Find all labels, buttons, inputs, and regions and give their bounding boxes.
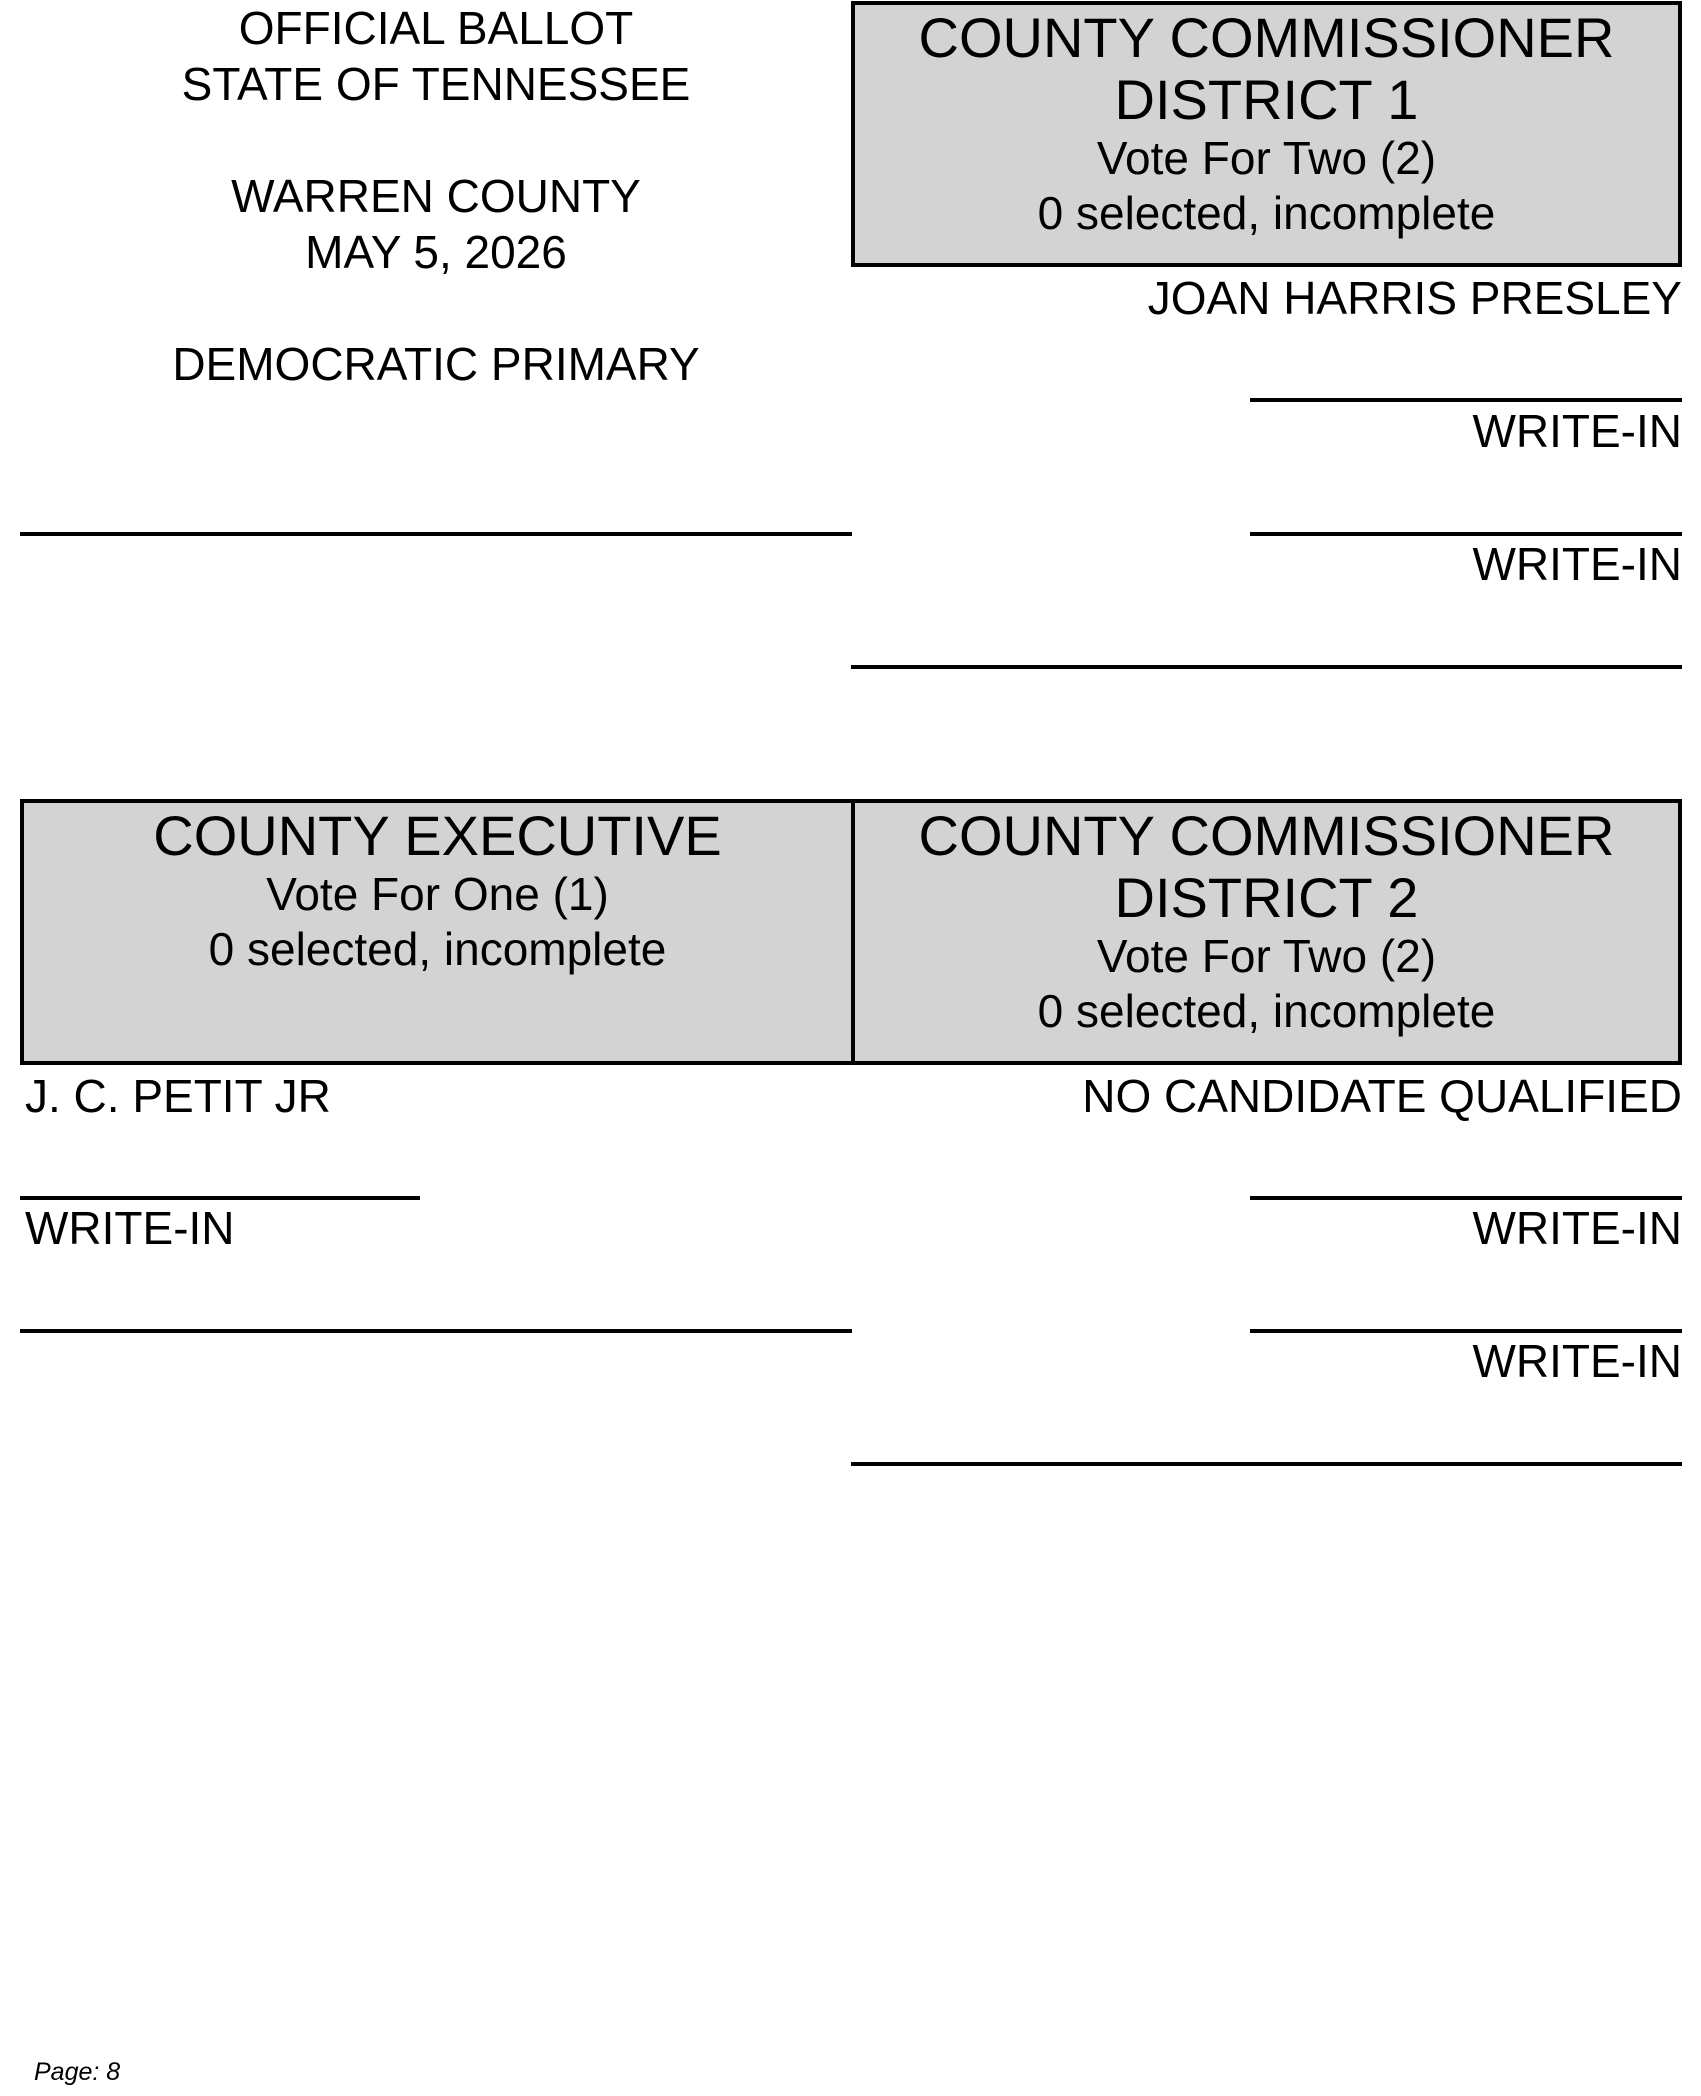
writein-label: WRITE-IN [1472,538,1682,590]
contest-title-district: DISTRICT 2 [1114,866,1419,929]
writein-label: WRITE-IN [1472,1202,1682,1254]
selection-status: 0 selected, incomplete [1037,187,1496,239]
header-state: STATE OF TENNESSEE [181,58,691,110]
contest-title-district: DISTRICT 1 [1114,68,1419,131]
header-divider [20,532,852,536]
header-party: DEMOCRATIC PRIMARY [172,338,700,390]
candidate-option: NO CANDIDATE QUALIFIED [1082,1070,1682,1122]
candidate-option[interactable]: J. C. PETIT JR [25,1070,331,1122]
vote-for-instruction: Vote For Two (2) [1096,132,1437,184]
contest-title: COUNTY COMMISSIONER [918,804,1615,867]
contest-title: COUNTY COMMISSIONER [918,6,1615,69]
page-number: Page: 8 [34,2058,121,2086]
writein-label: WRITE-IN [25,1202,235,1254]
contest-divider [20,1329,852,1333]
selection-status: 0 selected, incomplete [208,923,667,975]
header-official-ballot: OFFICIAL BALLOT [238,2,634,54]
header-county: WARREN COUNTY [231,170,641,222]
writein-label: WRITE-IN [1472,405,1682,457]
contest-header-county-executive [20,799,855,1065]
selection-status: 0 selected, incomplete [1037,985,1496,1037]
contest-divider [851,1462,1682,1466]
contest-title: COUNTY EXECUTIVE [153,804,722,867]
candidate-option[interactable]: JOAN HARRIS PRESLEY [1147,272,1682,324]
header-date: MAY 5, 2026 [305,226,567,278]
contest-divider [851,665,1682,669]
writein-label: WRITE-IN [1472,1335,1682,1387]
ballot-header [20,0,852,392]
writein-line[interactable] [1250,398,1682,402]
vote-for-instruction: Vote For One (1) [266,868,609,920]
contest-header-commissioner-d2 [851,799,1682,1065]
vote-for-instruction: Vote For Two (2) [1096,930,1437,982]
contest-header-commissioner-d1 [851,1,1682,267]
